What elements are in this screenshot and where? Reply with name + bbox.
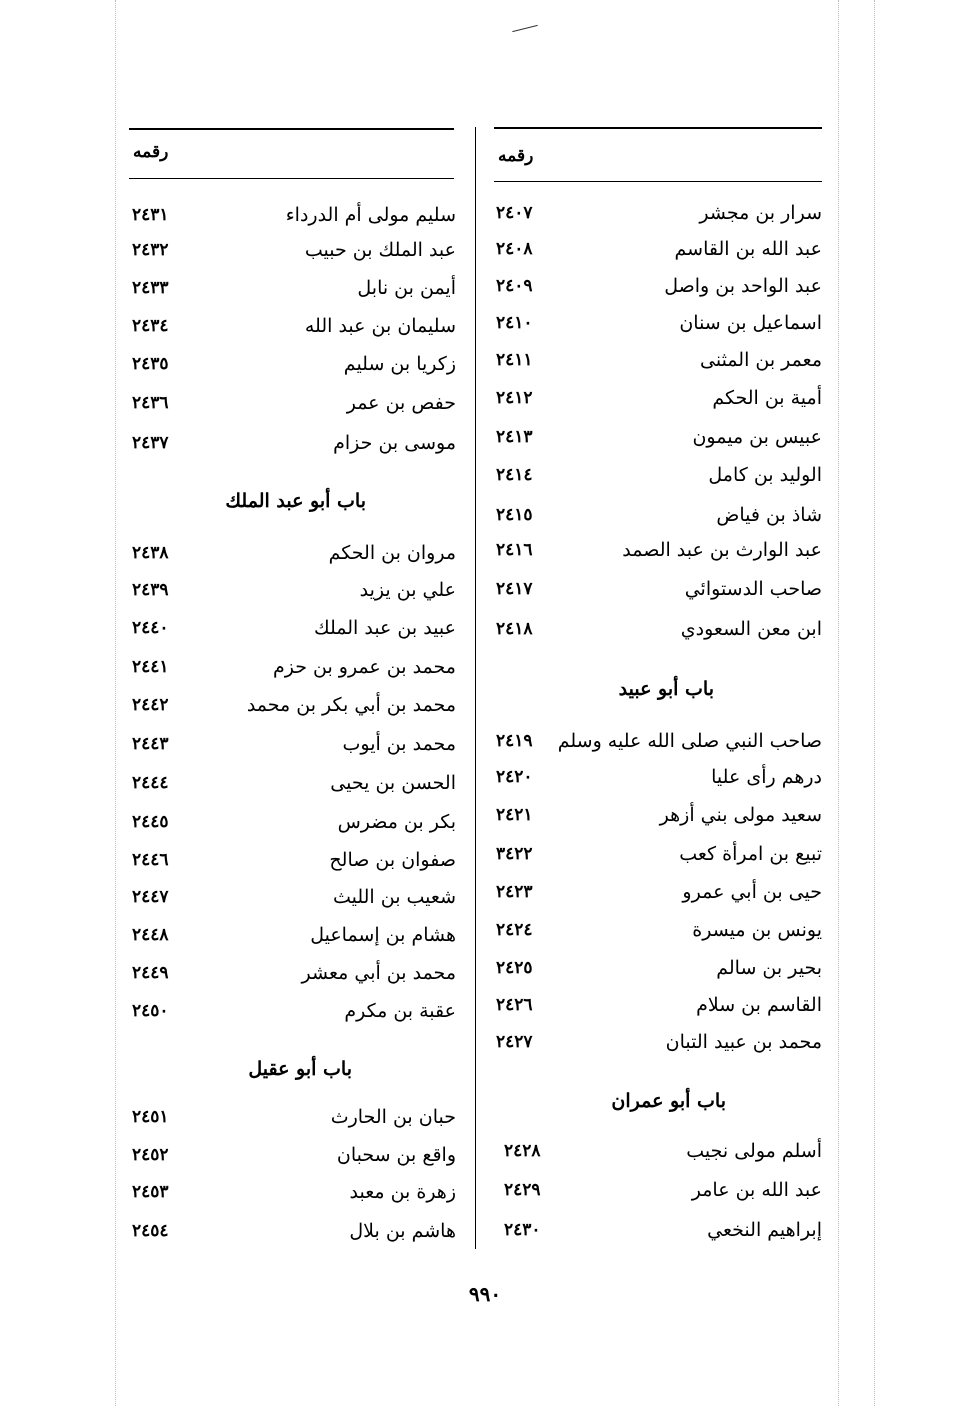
list-item: سعيد مولى بني أزهر ٢٤٢١	[496, 804, 822, 826]
left-column-header: رقمه	[133, 142, 169, 162]
scan-dotted-line	[838, 0, 839, 1406]
list-item: مروان بن الحكم ٢٤٣٨	[132, 542, 456, 564]
page-number: ٩٩٠	[468, 1282, 502, 1306]
scan-dotted-line	[874, 0, 875, 1406]
list-item: اسماعيل بن سنان ٢٤١٠	[496, 312, 822, 334]
list-item: الوليد بن كامل ٢٤١٤	[496, 464, 822, 486]
list-item: هاشم بن بلال ٢٤٥٤	[132, 1220, 456, 1242]
list-item: درهم رأى عليا ٢٤٢٠	[496, 766, 822, 788]
list-item: محمد بن أبي معشر ٢٤٤٩	[132, 962, 456, 984]
list-item: أمية بن الحكم ٢٤١٢	[496, 387, 822, 409]
section-heading: باب أبو عبيد	[618, 678, 714, 700]
list-item: محمد بن عبيد التبان ٢٤٢٧	[496, 1031, 822, 1053]
list-item: حيى بن أبي عمرو ٢٤٢٣	[496, 881, 822, 903]
list-item: عبد الواحد بن واصل ٢٤٠٩	[496, 275, 822, 297]
list-item: محمد بن عمرو بن حزم ٢٤٤١	[132, 656, 456, 678]
section-heading: باب أبو عقيل	[248, 1058, 352, 1080]
column-divider	[475, 127, 476, 1249]
list-item: حفص بن عمر ٢٤٣٦	[132, 392, 456, 414]
list-item: سليمان بن عبد الله ٢٤٣٤	[132, 315, 456, 337]
scan-dotted-line	[115, 0, 116, 1406]
list-item: عبد الله بن عامر ٢٤٢٩	[504, 1179, 822, 1201]
list-item: أيمن بن نابل ٢٤٣٣	[132, 277, 456, 299]
list-item: شعيب بن الليث ٢٤٤٧	[132, 886, 456, 908]
list-item: صاحب النبي صلى الله عليه وسلم ٢٤١٩	[496, 730, 822, 752]
section-heading: باب أبو عمران	[611, 1090, 726, 1112]
list-item: زكريا بن سليم ٢٤٣٥	[132, 353, 456, 375]
list-item: زهرة بن معبد ٢٤٥٣	[132, 1181, 456, 1203]
list-item: صاحب الدستوائي ٢٤١٧	[496, 578, 822, 600]
list-item: يونس بن ميسرة ٢٤٢٤	[496, 919, 822, 941]
list-item: ابن معن السعودي ٢٤١٨	[496, 618, 822, 640]
list-item: بحير بن سالم ٢٤٢٥	[496, 957, 822, 979]
list-item: محمد بن أبي بكر بن محمد ٢٤٤٢	[132, 694, 456, 716]
list-item: الحسن بن يحيى ٢٤٤٤	[132, 772, 456, 794]
list-item: علي بن يزيد ٢٤٣٩	[132, 579, 456, 601]
right-column-header: رقمه	[498, 146, 534, 166]
list-item: القاسم بن سلام ٢٤٢٦	[496, 994, 822, 1016]
right-column	[496, 0, 822, 1406]
list-item: تبيع بن امرأة كعب ٣٤٢٢	[496, 843, 822, 865]
list-item: واقع بن سحبان ٢٤٥٢	[132, 1144, 456, 1166]
list-item: بكر بن مضرس ٢٤٤٥	[132, 811, 456, 833]
list-item: موسى بن حزام ٢٤٣٧	[132, 432, 456, 454]
list-item: معمر بن المثنى ٢٤١١	[496, 349, 822, 371]
list-item: عبد الوارث بن عبد الصمد ٢٤١٦	[496, 539, 822, 561]
list-item: محمد بن أيوب ٢٤٤٣	[132, 733, 456, 755]
list-item: هشام بن إسماعيل ٢٤٤٨	[132, 924, 456, 946]
section-heading: باب أبو عبد الملك	[225, 490, 366, 512]
list-item: سليم مولى أم الدرداء ٢٤٣١	[132, 204, 456, 226]
list-item: عقبة بن مكرم ٢٤٥٠	[132, 1000, 456, 1022]
list-item: عبد الله بن القاسم ٢٤٠٨	[496, 238, 822, 260]
list-item: حبان بن الحارث ٢٤٥١	[132, 1106, 456, 1128]
list-item: عبيس بن ميمون ٢٤١٣	[496, 426, 822, 448]
list-item: صفوان بن صالح ٢٤٤٦	[132, 849, 456, 871]
list-item: سرار بن مجشر ٢٤٠٧	[496, 202, 822, 224]
list-item: عبيد بن عبد الملك ٢٤٤٠	[132, 617, 456, 639]
list-item: إبراهيم النخعي ٢٤٣٠	[504, 1219, 822, 1241]
left-column	[132, 0, 456, 1406]
list-item: أسلم مولى نجيب ٢٤٢٨	[504, 1140, 822, 1162]
list-item: عبد الملك بن حبيب ٢٤٣٢	[132, 239, 456, 261]
list-item: شاذ بن فياض ٢٤١٥	[496, 504, 822, 526]
